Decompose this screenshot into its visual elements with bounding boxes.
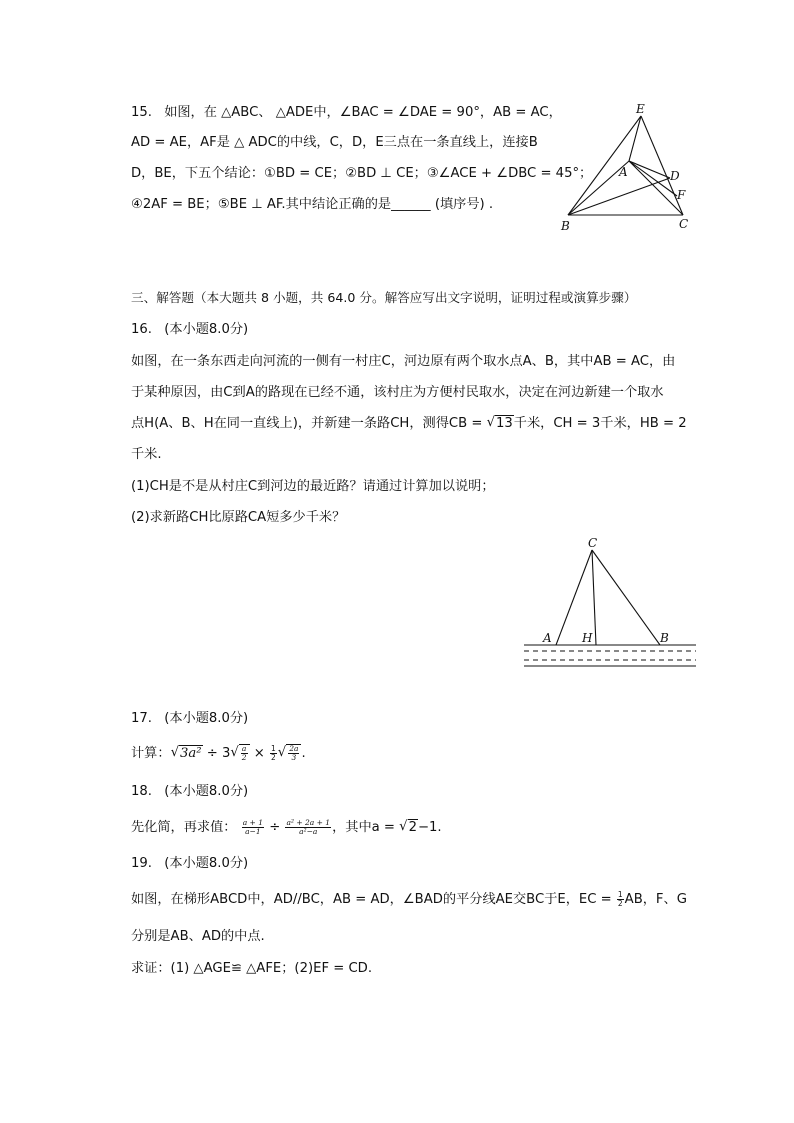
q15-label-c: C: [679, 217, 689, 231]
q17-header: [131, 710, 248, 728]
q17-number: 17.: [131, 711, 152, 726]
q17-fraction-2: $\frac{1}{2}$: [271, 743, 276, 762]
q15-label-a: A: [619, 165, 628, 179]
q16-line-3: [131, 414, 687, 433]
q18-end: −1.: [417, 820, 442, 835]
q19-line-1-end: AB，F、G: [624, 892, 687, 907]
q17-radicand-1: 3a²: [179, 745, 202, 761]
q15-label-b: B: [561, 219, 570, 233]
q16-number: 16.: [131, 322, 152, 337]
q19-fraction: $\frac{1}{2}$: [617, 889, 623, 908]
q18-number: 18.: [131, 784, 152, 799]
q16-points: (本小题8.0分): [164, 322, 249, 337]
sqrt-symbol: √: [170, 745, 179, 760]
q19-points: (本小题8.0分): [164, 856, 249, 871]
q17-expression: [131, 741, 306, 766]
q17-end: .: [301, 746, 306, 761]
q15-triangle-figure: [556, 100, 706, 235]
q17-fraction-1: $\frac{a}{2}$: [241, 744, 247, 762]
q16-label-a: A: [543, 631, 552, 645]
q18-expression: [131, 815, 442, 840]
q15-number: 15.: [131, 105, 152, 120]
section-3-title: 三、解答题（本大题共 8 小题，共 64.0 分。解答应写出文字说明，证明过程或演算步骤）: [131, 290, 637, 305]
q17-radicand-2: [239, 744, 250, 762]
q17-fraction-3: $\frac{2a}{3}$: [289, 744, 299, 762]
q18-header: [131, 783, 248, 801]
q15-segment-bd: [568, 178, 670, 215]
q16-label-b: B: [660, 631, 669, 645]
q18-mid: ，其中a =: [332, 820, 400, 835]
q15-line-1: [131, 104, 562, 122]
q15-label-e: E: [636, 102, 645, 116]
q19-header: [131, 855, 248, 873]
q18-radicand: 2: [408, 819, 417, 835]
q15-text-1: 如图，在 △ABC、 △ADE中，∠BAC = ∠DAE = 90°，AB = AC，: [164, 105, 562, 120]
q17-operator-2: ×: [253, 746, 265, 761]
q15-segment-eb: [568, 116, 641, 215]
q16-header: [131, 321, 248, 339]
q17-radicand-3: [286, 744, 301, 762]
sqrt-symbol: √: [399, 819, 408, 834]
q16-part-2: (2)求新路CH比原路CA短多少千米？: [131, 510, 346, 525]
sqrt-symbol: √: [486, 415, 495, 430]
q16-label-c: C: [588, 536, 598, 550]
q19-line-2: 分别是AB、AD的中点.: [131, 929, 265, 944]
q16-segment-cb: [592, 550, 660, 645]
q16-radicand: 13: [495, 415, 513, 431]
q19-line-1: [131, 888, 687, 912]
q17-operator-1: ÷ 3: [206, 746, 231, 761]
q16-segment-ch: [592, 550, 596, 645]
q16-line-2: 于某种原因，由C到A的路现在已经不通，该村庄为方便村民取水，决定在河边新建一个取水: [131, 385, 664, 400]
q18-prefix: 先化简，再求值：: [131, 820, 237, 835]
q18-fraction-2: $\frac{\text{a² + 2a + 1}}{\text{a²−a}}$: [286, 817, 331, 836]
q16-river-figure: [520, 534, 700, 674]
q16-label-h: H: [582, 631, 593, 645]
q15-label-d: D: [670, 169, 680, 183]
q19-line-1-start: 如图，在梯形ABCD中，AD//BC，AB = AD，∠BAD的平分线AE交BC于E，EC =: [131, 892, 616, 907]
q17-points: (本小题8.0分): [164, 711, 249, 726]
q15-segment-ea: [629, 116, 641, 161]
q15-line-4: ④2AF = BE；⑤BE ⊥ AF.其中结论正确的是______ (填序号) .: [131, 197, 494, 212]
q15-line-3: D，BE，下五个结论：①BD = CE；②BD ⊥ CE；③∠ACE + ∠DBC = 45°；: [131, 166, 593, 181]
q16-line-1: 如图，在一条东西走向河流的一侧有一村庄C，河边原有两个取水点A、B，其中AB = AC，由: [131, 354, 676, 369]
q15-label-f: F: [677, 188, 686, 202]
q16-line-3-end: 千米，CH = 3千米，HB = 2: [513, 416, 687, 431]
q17-prefix: 计算：: [131, 746, 171, 761]
q16-line-4: 千米.: [131, 447, 162, 462]
q16-line-3-start: 点H(A、B、H在同一直线上)，并新建一条路CH，测得CB =: [131, 416, 487, 431]
sqrt-symbol: √: [230, 745, 239, 760]
q18-points: (本小题8.0分): [164, 784, 249, 799]
q18-operator: ÷: [269, 820, 281, 835]
q19-number: 19.: [131, 856, 152, 871]
q16-part-1: (1)CH是不是从村庄C到河边的最近路？请通过计算加以说明；: [131, 479, 495, 494]
q19-line-3: 求证：(1) △AGE≌ △AFE；(2)EF = CD.: [131, 961, 373, 976]
sqrt-symbol: √: [277, 745, 287, 760]
q15-line-2: AD = AE，AF是 △ ADC的中线，C，D，E三点在一条直线上，连接B: [131, 135, 538, 150]
q18-fraction-1: $\frac{a + 1}{a-1}$: [242, 817, 263, 836]
